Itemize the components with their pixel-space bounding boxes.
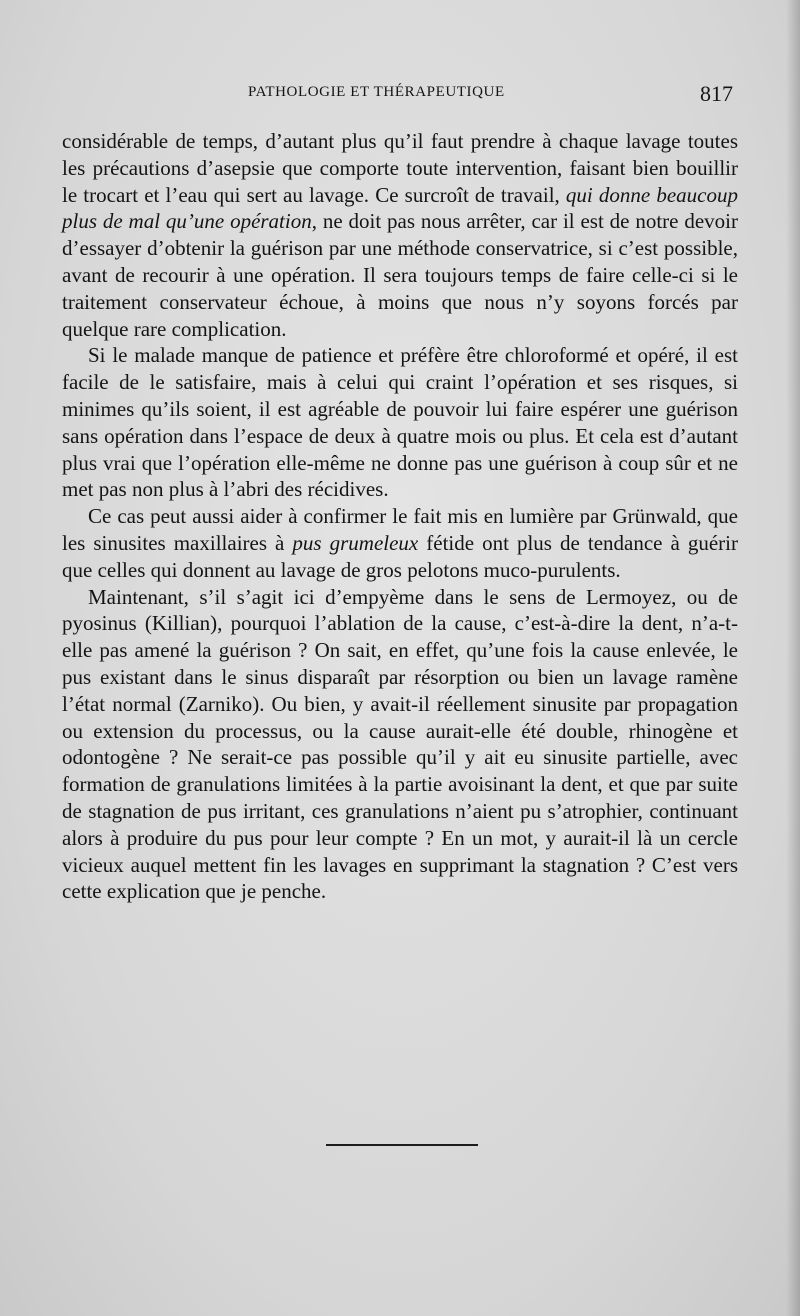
paragraph-3 <box>62 503 738 583</box>
paragraph-1 <box>62 128 738 342</box>
paragraph-3-text-b: fétide ont plus de tendance à guérir que celles qui donnent au lavage de gros pelotons muco-purulents. <box>62 530 738 582</box>
body-text <box>62 128 738 905</box>
paragraph-2: Si le malade manque de patience et préfère être chloroformé et opéré, il est facile de le satisfaire, mais à celui qui craint l’opération et ses risques, si minimes qu’ils soient, il est agréable de pouvoir lui faire espérer une guérison sans opération dans l’espace de deux à quatre mois ou plus. Et cela est d’autant plus vrai que l’opération elle-même ne donne pas une guérison à coup sûr et ne met pas non plus à l’abri des récidives. <box>62 343 738 502</box>
paragraph-4: Maintenant, s’il s’agit ici d’empyème dans le sens de Lermoyez, ou de pyosinus (Killian), pourquoi l’ablation de la cause, c’est-à-dire la dent, n’a-t-elle pas amené la guérison ? On sait, en effet, qu’une fois la cause enlevée, le pus existant dans le sinus disparaît par résorption ou bien un lavage ramène l’état normal (Zarniko). Ou bien, y avait-il réellement sinusite par propagation ou extension du processus, ou la cause aurait-elle été double, rhinogène et odontogène ? Ne serait-ce pas possible qu’il y ait eu sinusite partielle, avec formation de granulations limitées à la partie avoisinant la dent, et que par suite de stagnation de pus irritant, ces granulations n’aient pu s’atrophier, continuant alors à produire du pus pour leur compte ? En un mot, y aurait-il là un cercle vicieux auquel mettent fin les lavages en supprimant la stagnation ? C’est vers cette explication que je penche. <box>62 584 738 904</box>
paragraph-3-text-a: Ce cas peut aussi aider à confirmer le fait mis en lumière par Grünwald, que les sinusites maxillaires à <box>62 504 738 555</box>
paragraph-1-text-b: , ne doit pas nous arrêter, car il est de notre devoir d’essayer d’obtenir la guérison par une méthode conservatrice, si c’est possible, avant de recourir à une opération. Il sera toujours temps de faire celle-ci si le traitement conservateur échoue, à moins que nous n’y soyons forcés par quelque rare complication. <box>62 209 738 341</box>
page-number: 817 <box>700 81 733 106</box>
section-end-rule <box>326 1144 478 1146</box>
paragraph-3-italic: pus grumeleux <box>292 530 419 555</box>
paragraph-1-italic: qui donne beaucoup plus de mal qu’une opération <box>62 182 738 234</box>
paragraph-1-text-a: considérable de temps, d’autant plus qu’il faut prendre à chaque lavage toutes les précautions d’asepsie que comporte toute intervention, faisant bien bouillir le trocart et l’eau qui sert au lavage. Ce surcroît de travail, <box>62 129 738 207</box>
running-head: PATHOLOGIE ET THÉRAPEUTIQUE <box>248 84 505 100</box>
